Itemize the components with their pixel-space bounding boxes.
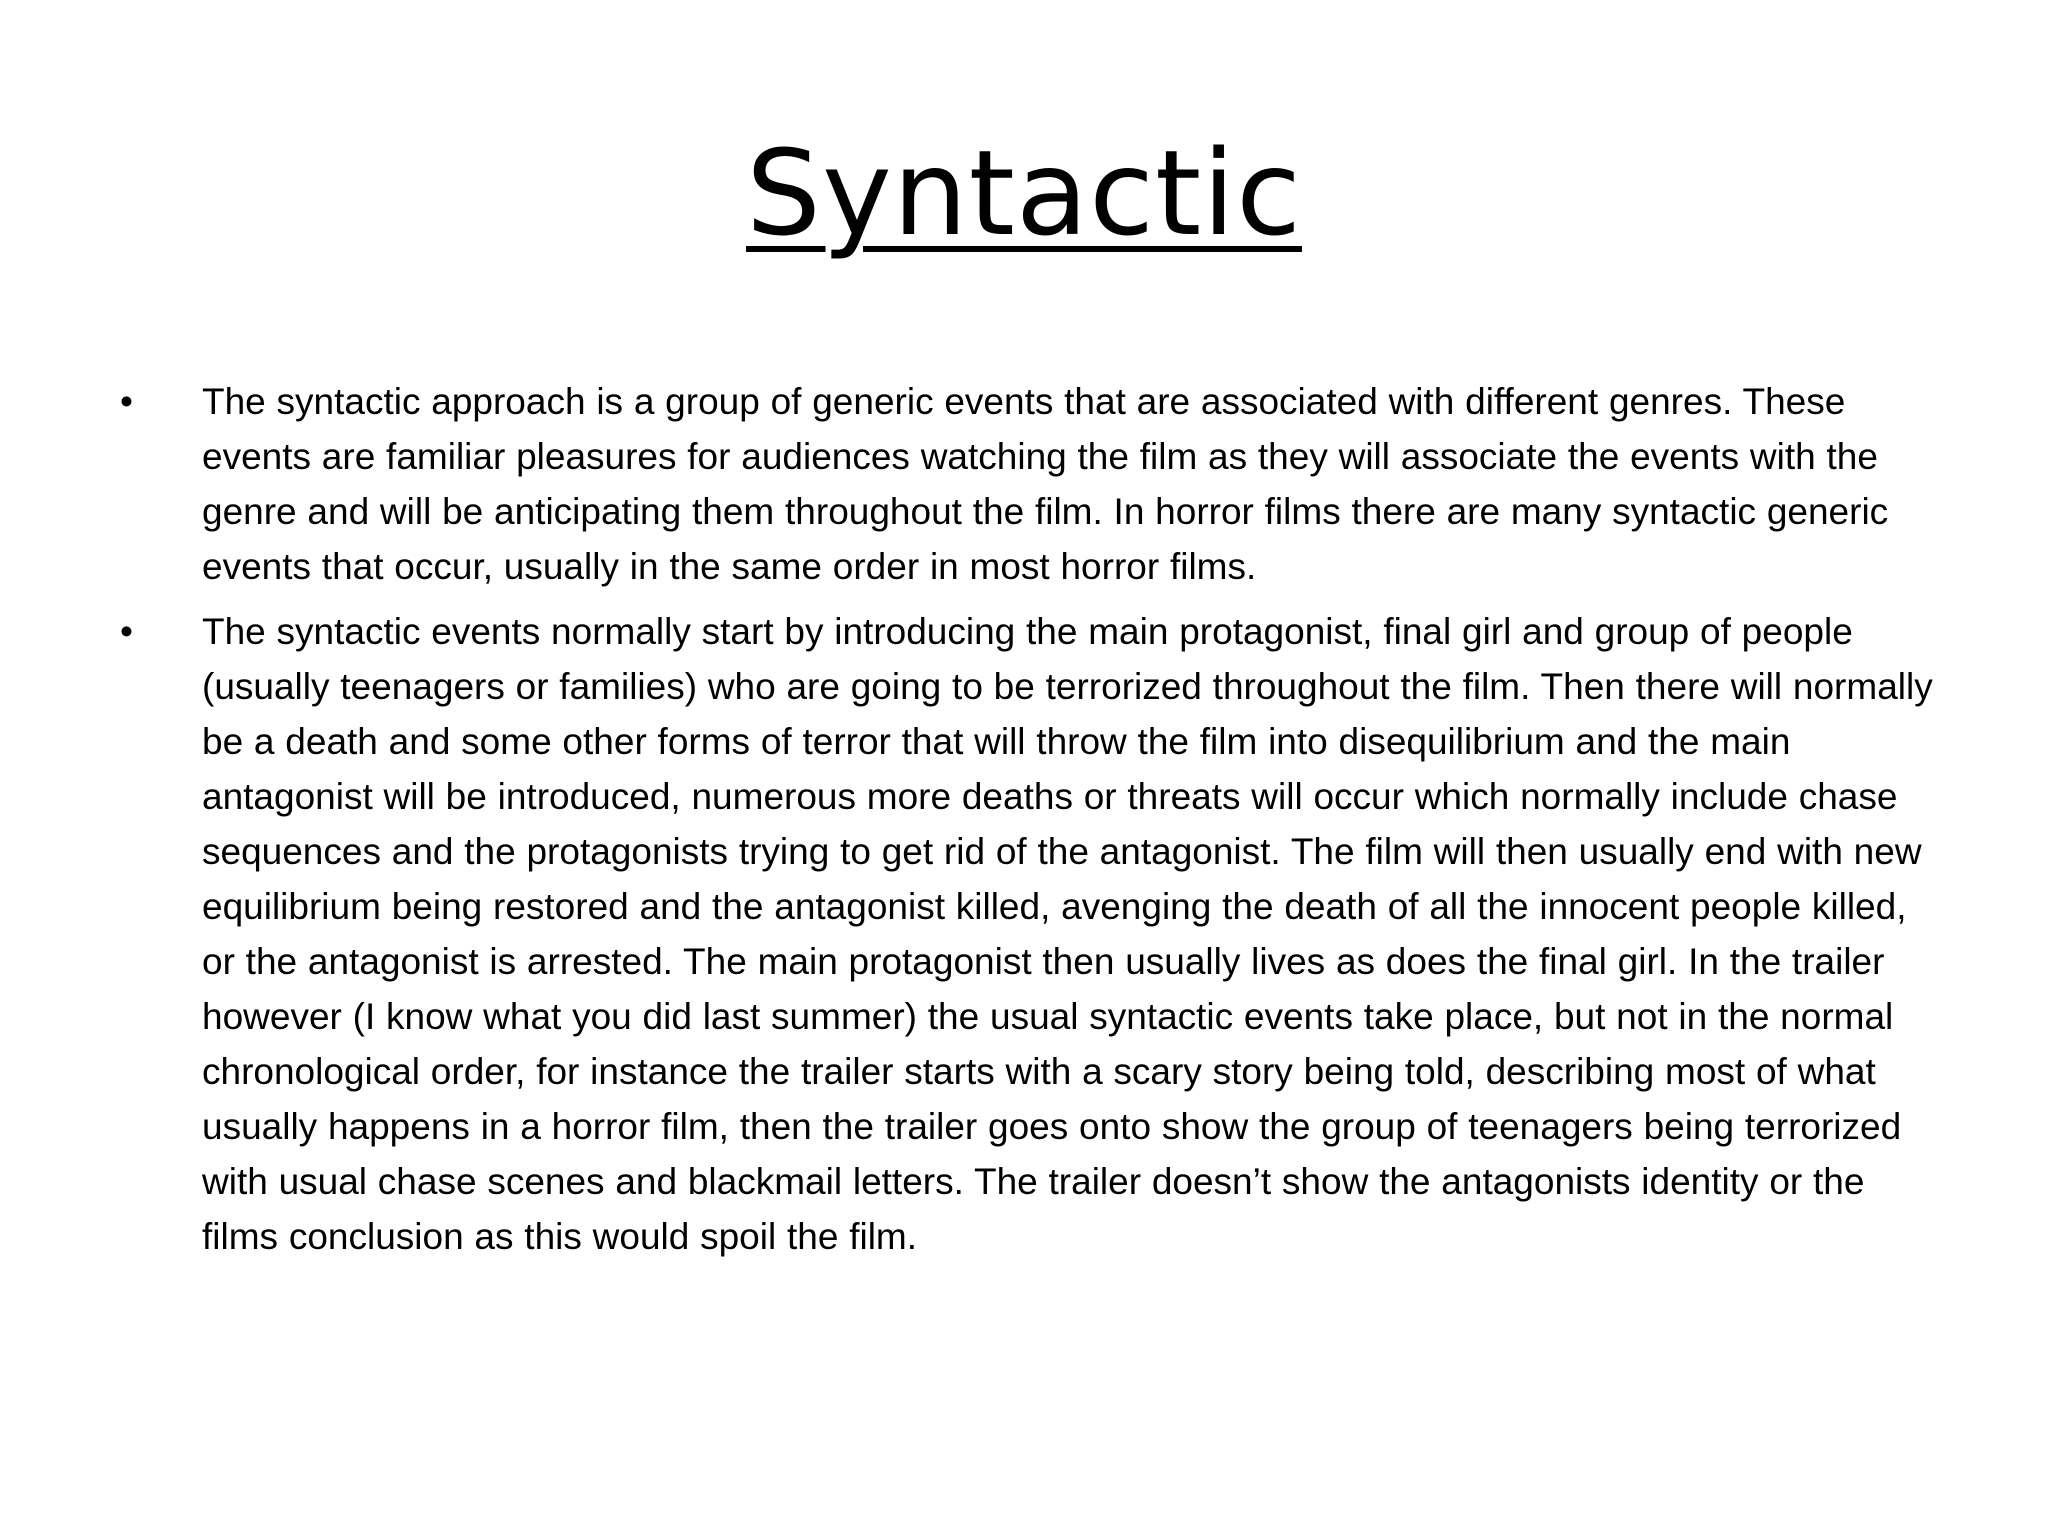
bullet-item	[0, 374, 1937, 594]
bullet-item	[0, 604, 1937, 1264]
bullet-text: The syntactic events normally start by introducing the main protagonist, final girl and group of people (usually teenagers or families) who are going to be terrorized throughout the film. Then there will normally be a death and some other forms of terror that will throw the film into disequilibrium and the main antagonist will be introduced, numerous more deaths or threats will occur which normally include chase sequences and the protagonists trying to get rid of the antagonist. The film will then usually end with new equilibrium being restored and the antagonist killed, avenging the death of all the innocent people killed, or the antagonist is arrested. The main protagonist then usually lives as does the final girl. In the trailer however (I know what you did last summer) the usual syntactic events take place, but not in the normal chronological order, for instance the trailer starts with a scary story being told, describing most of what usually happens in a horror film, then the trailer goes onto show the group of teenagers being terrorized with usual chase scenes and blackmail letters. The trailer doesn’t show the antagonists identity or the films conclusion as this would spoil the film.	[202, 611, 1933, 1257]
bullet-list	[0, 374, 2048, 1274]
slide-title	[0, 118, 2048, 268]
bullet-marker: •	[120, 381, 133, 422]
bullet-marker: •	[120, 611, 133, 652]
bullet-text: The syntactic approach is a group of generic events that are associated with different genres. These events are familiar pleasures for audiences watching the film as they will associate the events with the genre and will be anticipating them throughout the film. In horror films there are many syntactic generic events that occur, usually in the same order in most horror films.	[202, 381, 1889, 587]
slide-title-text: Syntactic	[746, 124, 1302, 262]
